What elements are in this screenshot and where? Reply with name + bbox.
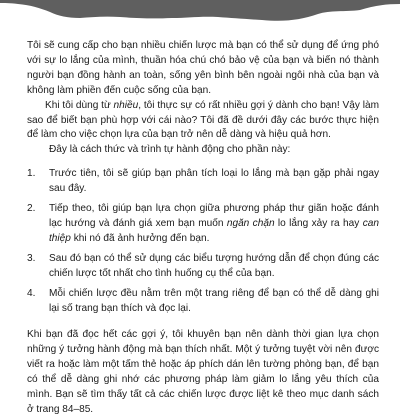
steps-list <box>27 167 379 316</box>
list-item-text-part: khi nó đã ảnh hưởng đến bạn. <box>70 232 210 244</box>
second-paragraph-post: , tôi thực sự có rất nhiều gợi ý dành cho bạn! Vậy làm sao để biết bạn phù hợp với cái nào? Tôi đã đề dưới đây các bước thực hiện để làm cho việc chọn lựa của bạn trở nên dễ dàng và hiệu quả hơn. <box>27 99 380 141</box>
list-item-text-part: lo lắng xảy ra hay <box>274 217 363 229</box>
list-item-text <box>49 202 379 247</box>
list-item-text-part: Trước tiên, tôi sẽ giúp bạn phân tích loại lo lắng mà bạn gặp phải ngay sau đây. <box>49 168 379 195</box>
spacer <box>27 158 379 167</box>
list-item-text <box>49 167 379 197</box>
list-item-emphasis: can thiệp <box>49 217 379 244</box>
list-item <box>27 167 379 197</box>
brush-stroke-header <box>0 0 400 38</box>
list-item-text <box>49 287 379 317</box>
list-item-text-part: Mỗi chiến lược đều nằm trên một trang riêng để bạn có thể dễ dàng ghi lại số trang bạn thích và đọc lại. <box>49 287 379 314</box>
list-item-number: 4. <box>27 287 36 299</box>
third-paragraph: Đây là cách thức và trình tự hành động cho phần này: <box>49 144 291 156</box>
body-text <box>27 39 379 418</box>
second-paragraph-pre: Khi tôi dùng từ <box>45 99 114 111</box>
spacer <box>27 321 379 328</box>
second-paragraph <box>27 99 379 144</box>
list-item <box>27 252 379 282</box>
list-item <box>27 202 379 247</box>
list-item <box>27 287 379 317</box>
list-item-emphasis: ngăn chặn <box>226 217 275 229</box>
list-item-number: 3. <box>27 252 36 264</box>
second-paragraph-emphasis: nhiều <box>113 99 139 111</box>
list-item-text-part: Tiếp theo, tôi giúp bạn lựa chọn giữa phương pháp thư giãn hoặc đánh lạc hướng và đánh giá xem bạn muốn <box>49 203 379 229</box>
list-item-text <box>49 252 379 282</box>
closing-paragraph: Khi bạn đã đọc hết các gợi ý, tôi khuyên bạn nên dành thời gian lựa chọn những ý tưởng hành động mà bạn thích nhất. Một ý tưởng tuyệt vời nên được viết ra hoặc làm một tấm thẻ hoặc áp phích dán lên tường phòng bạn, để bạn có thể dễ dàng ghi nhớ các phương pháp làm giảm lo lắng yêu thích của mình. Bạn sẽ tìm thấy tất cả các chiến lược được liệt kê theo mục danh sách ở trang 84–85. <box>27 329 379 415</box>
brush-stroke-shape <box>0 0 400 21</box>
list-item-number: 2. <box>27 203 36 215</box>
list-item-number: 1. <box>27 168 36 180</box>
list-item-text-part: Sau đó bạn có thể sử dụng các biểu tượng hướng dẫn để chọn đúng các chiến lược tốt nhất cho tình huống cụ thể của bạn. <box>49 252 379 279</box>
intro-paragraph: Tôi sẽ cung cấp cho bạn nhiều chiến lược mà bạn có thể sử dụng để ứng phó với sự lo lắng của mình, thuần hóa chú chó bảo vệ của bạn và biến nó thành người bạn đồng hành an toàn, sống yên bình bên ngoài ngôi nhà của bạn và không làm phiền đến cuộc sống của bạn. <box>27 40 379 96</box>
